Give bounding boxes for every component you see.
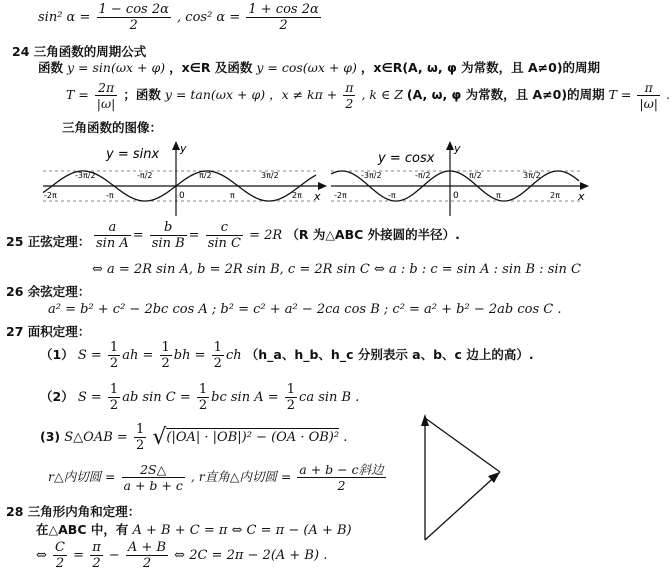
cosine-y-arrow [446,141,454,150]
cos-denominator: 2 [279,18,288,33]
cosine-y-label: y [454,142,461,155]
section-24-line1: 函数 y = sin(ωx + φ) ，x∈R 及函数 y = cos(ωx + φ) ，x∈R(A, ω, φ 为常数，且 A≠0)的周期 [38,60,601,75]
tick-label: -π/2 [137,171,153,180]
sine-origin: 0 [179,191,185,201]
tick-label: π/2 [199,171,212,180]
sin-numerator: 1 − cos 2α [98,2,169,17]
cosine-graph-label: y = cosx [378,151,435,166]
tick-label: 2π [292,191,302,200]
tick-label: -3π/2 [75,171,96,180]
sin-squared-lhs: sin² α = [38,10,91,25]
sine-y-arrow [172,141,180,150]
area-formula-1: （1） S = $\frac{1}{2}$ ah = $\frac{1}{2}$ bh = $\frac{1}{2}$ ch （h_a、h_b、h_c 分别表示 a、b、c 边上的高）. [40,340,534,371]
sine-y-label: y [180,142,187,155]
tick-label: 3π/2 [261,171,279,180]
cosine-origin: 0 [453,191,459,201]
sine-law: $\frac{a}{\text{sin A}}$ = $\frac{b}{\text{sin B}}$ = $\frac{c}{\text{sin C}}$ = 2R （R 为△ABC 外接圆的半径）. [96,220,460,251]
cos-numerator: 1 + cos 2α [248,2,319,17]
angle-sum-line2: ⇔ $\frac{C}{2}$ = $\frac{\pi}{2}$ − $\frac{A + B}{2}$ ⇔ 2C = 2π − 2(A + B) . [36,540,328,571]
sine-graph-label: y = sinx [106,147,160,162]
tick-label: 3π/2 [523,171,541,180]
section-28-title: 28 三角形内角和定理： [6,504,141,519]
incircle-radius: r△内切圆 = $\frac{2S\triangle}{a + b + c}$ , r直角△内切圆 = $\frac{\text{a + b − c斜边}}{2}$ [48,462,384,493]
angle-sum-line1: 在△ABC 中，有 A + B + C = π ⇔ C = π − (A + B) [36,522,352,538]
triangle-side-ab [425,418,500,472]
section-24-title: 24 三角函数的周期公式 [12,44,147,59]
sine-law-line2: ⇔ a = 2R sin A, b = 2R sin B, c = 2R sin C ⇔ a : b : c = sin A : sin B : sin C [92,262,581,277]
area-formula-2: （2） S = $\frac{1}{2}$ ab sin C = $\frac{1}{2}$ bc sin A = $\frac{1}{2}$ ca sin B . [40,382,360,413]
triangle-side-ob [425,472,500,540]
graphs-title: 三角函数的图像： [62,120,163,135]
section-27-title: 27 面积定理： [6,324,91,339]
sin-denominator: 2 [129,18,138,33]
tick-label: -π/2 [415,171,431,180]
section-24-line2: T = $\frac{2\pi}{|\omega|}$ ；函数 y = tan(ωx + φ) ，x ≠ kπ + $\frac{\pi}{2}$ , k ∈ Z (A, ω, φ 为常数，且 A≠0)的周期 T = $\frac{\pi}{|\omega|}$ . [66,80,670,111]
vector-triangle [410,410,510,550]
sine-graph [38,138,328,218]
section-26-title: 26 余弦定理： [6,284,91,299]
tick-label: -2π [334,191,347,200]
cosine-x-arrow [580,182,589,190]
sine-x-label: x [314,190,321,203]
tick-label: 2π [550,191,560,200]
area-formula-3: (3) S△OAB = $\frac{1}{2}$ √(|OA| · |OB|)² − (OA · OB)² . [40,422,348,453]
tick-label: -3π/2 [361,171,382,180]
cos-squared-lhs: , cos² α = [177,10,241,25]
tick-label: π [496,191,501,200]
tick-label: π/2 [469,171,482,180]
cosine-x-label: x [578,190,585,203]
section-25-title: 25 正弦定理： [6,234,91,249]
tick-label: -π [388,191,396,200]
cosine-law: a² = b² + c² − 2bc cos A ; b² = c² + a² − 2ca cos B ; c² = a² + b² − 2ab cos C . [48,302,562,317]
tick-label: -2π [44,191,57,200]
tick-label: π [230,191,235,200]
half-angle-formulas [38,2,323,33]
cosine-graph [326,138,596,218]
tick-label: -π [106,191,114,200]
